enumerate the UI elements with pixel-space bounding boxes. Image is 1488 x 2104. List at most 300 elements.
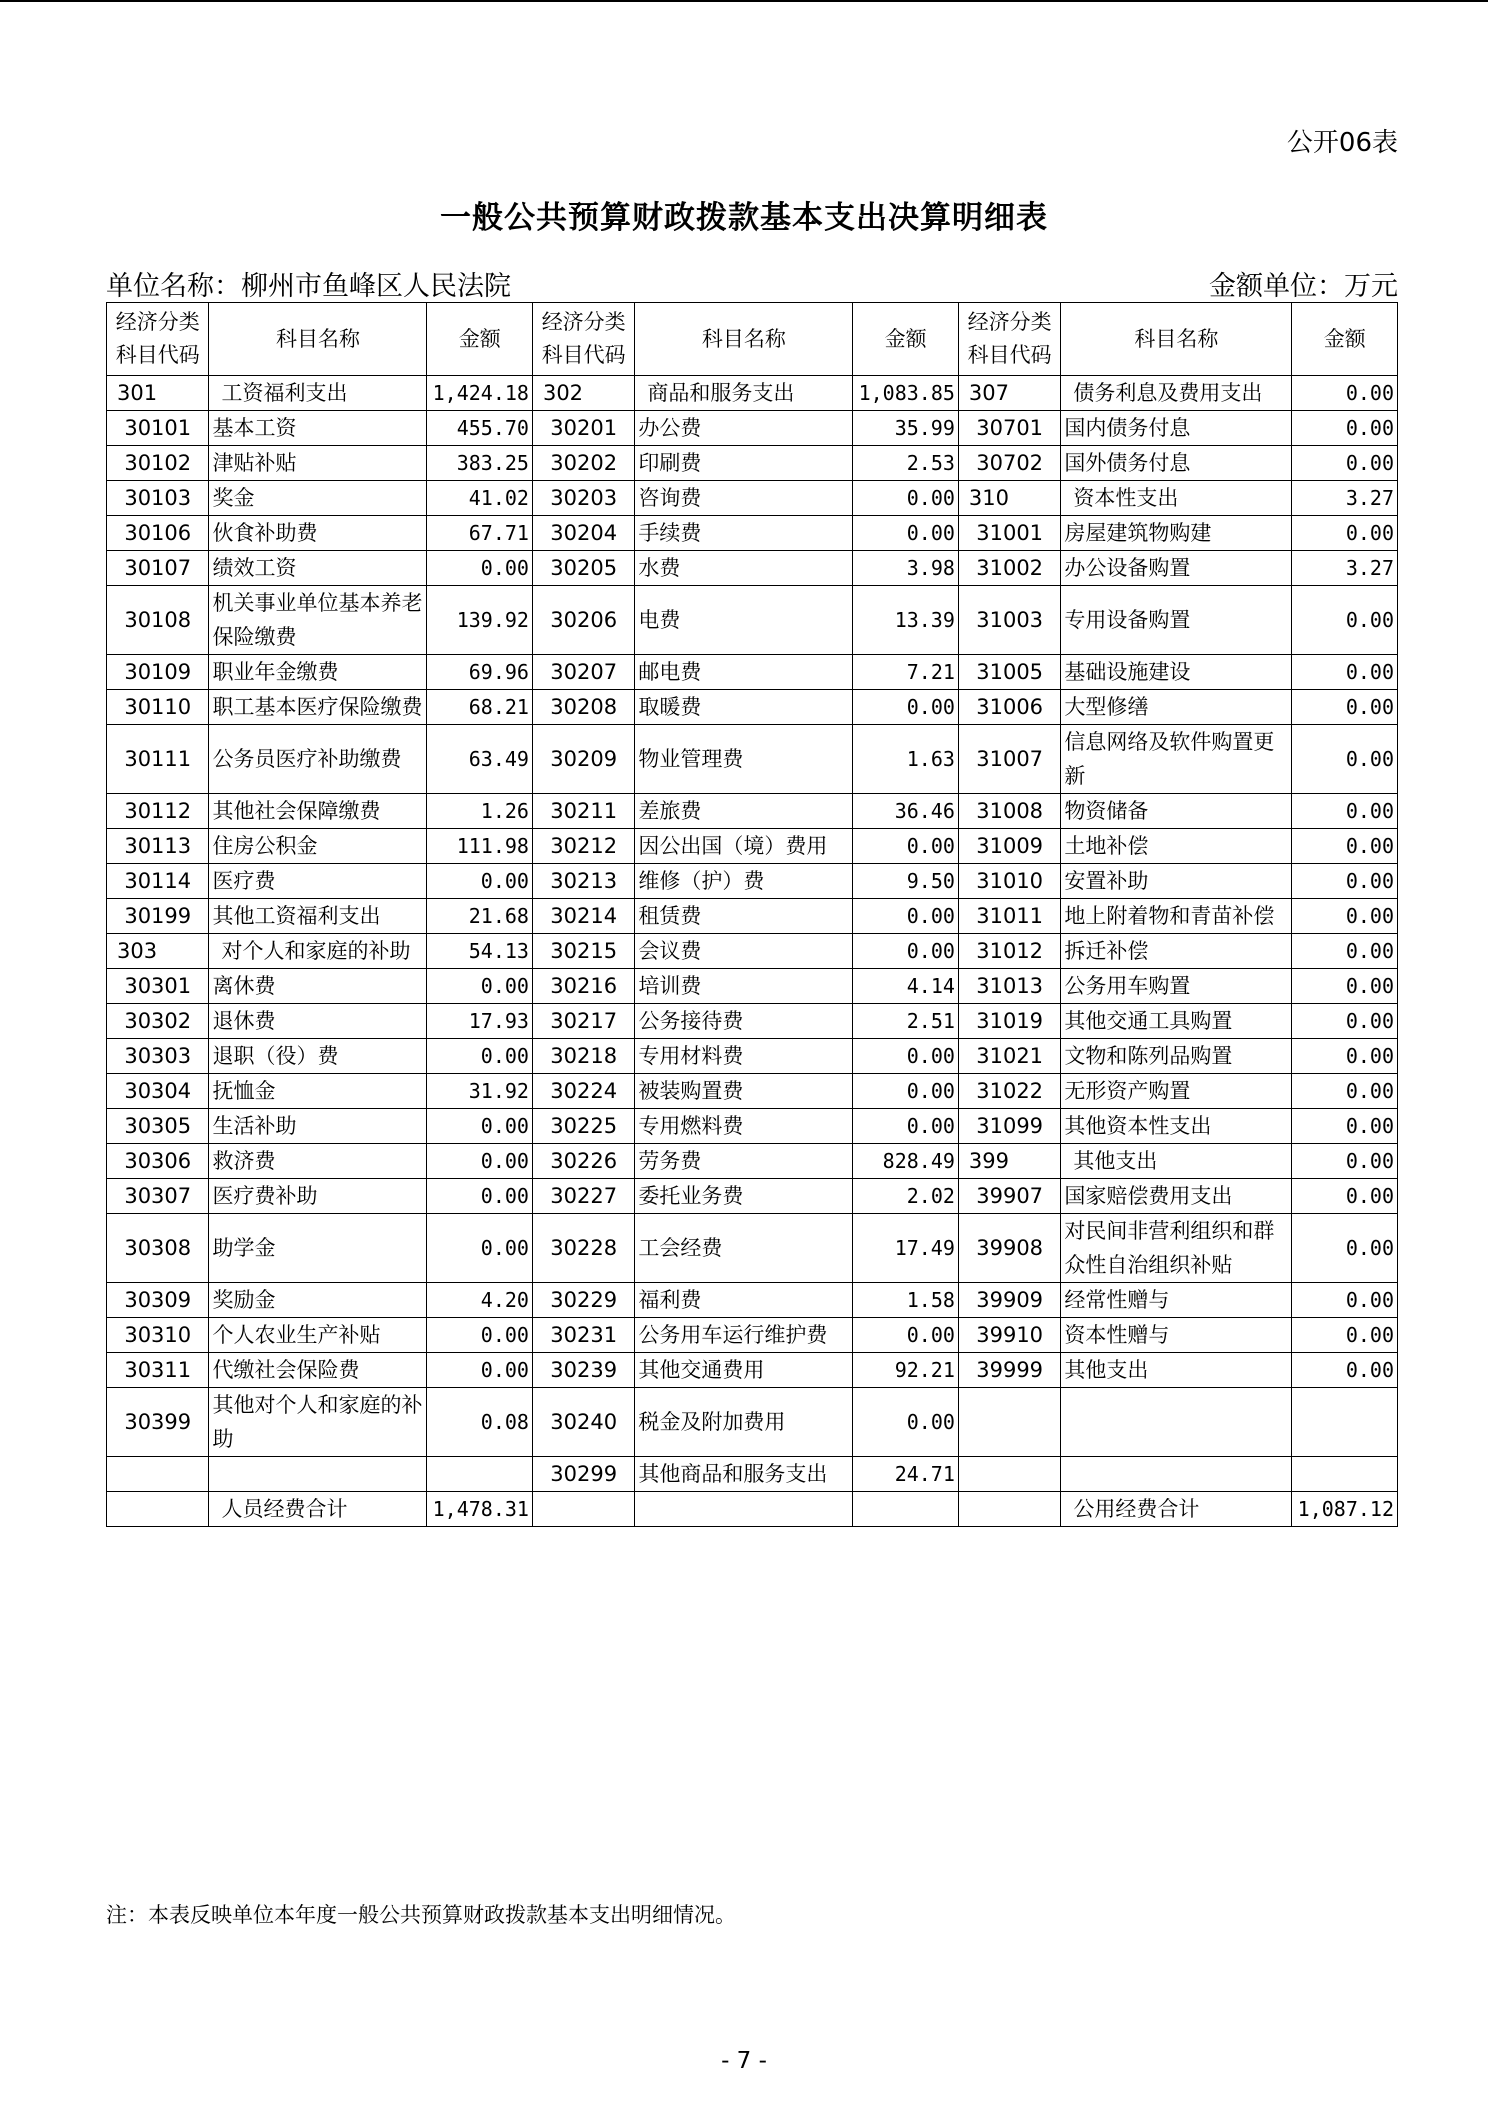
economic-code-cell: 31001	[958, 516, 1060, 551]
amount-cell: 0.00	[853, 1109, 958, 1144]
amount-cell: 0.00	[1292, 829, 1398, 864]
amount-cell: 0.00	[427, 1214, 532, 1283]
amount-cell: 92.21	[853, 1353, 958, 1388]
subject-name-cell: 手续费	[635, 516, 853, 551]
economic-code-cell: 30212	[532, 829, 634, 864]
header-amount: 金额	[853, 303, 958, 376]
subject-name-cell: 国家赔偿费用支出	[1061, 1179, 1292, 1214]
header-amount: 金额	[1292, 303, 1398, 376]
table-row	[107, 794, 1398, 829]
page-number: - 7 -	[721, 2048, 767, 2074]
amount-cell: 35.99	[853, 411, 958, 446]
amount-cell: 0.00	[853, 1318, 958, 1353]
table-row	[107, 376, 1398, 411]
economic-code-cell: 30215	[532, 934, 634, 969]
amount-cell: 0.00	[1292, 1004, 1398, 1039]
amount-cell: 67.71	[427, 516, 532, 551]
economic-code-cell: 30225	[532, 1109, 634, 1144]
subject-name-cell: 国内债务付息	[1061, 411, 1292, 446]
subject-name-cell: 抚恤金	[209, 1074, 427, 1109]
economic-code-cell: 30102	[107, 446, 209, 481]
amount-cell: 0.00	[427, 1353, 532, 1388]
amount-cell: 0.00	[853, 934, 958, 969]
amount-cell: 0.00	[1292, 1109, 1398, 1144]
subject-name-cell: 其他资本性支出	[1061, 1109, 1292, 1144]
amount-cell: 1,424.18	[427, 376, 532, 411]
subject-name-cell: 奖励金	[209, 1283, 427, 1318]
amount-cell: 0.00	[1292, 655, 1398, 690]
table-row	[107, 1109, 1398, 1144]
table-body	[107, 376, 1398, 1492]
economic-code-cell: 31005	[958, 655, 1060, 690]
subject-name-cell: 文物和陈列品购置	[1061, 1039, 1292, 1074]
economic-code-cell: 30203	[532, 481, 634, 516]
subject-name-cell: 福利费	[635, 1283, 853, 1318]
table-row	[107, 411, 1398, 446]
table-row	[107, 1388, 1398, 1457]
amount-cell: 1,083.85	[853, 376, 958, 411]
economic-code-cell: 31011	[958, 899, 1060, 934]
amount-cell: 21.68	[427, 899, 532, 934]
subject-name-cell: 印刷费	[635, 446, 853, 481]
table-row	[107, 551, 1398, 586]
economic-code-cell	[958, 1457, 1060, 1492]
amount-cell: 0.00	[853, 899, 958, 934]
header-code: 经济分类科目代码	[958, 303, 1060, 376]
amount-cell: 0.00	[1292, 725, 1398, 794]
amount-cell: 17.93	[427, 1004, 532, 1039]
amount-cell: 54.13	[427, 934, 532, 969]
subject-name-cell: 公务用车运行维护费	[635, 1318, 853, 1353]
subject-name-cell: 无形资产购置	[1061, 1074, 1292, 1109]
economic-code-cell: 30701	[958, 411, 1060, 446]
economic-code-cell: 30214	[532, 899, 634, 934]
amount-cell: 2.53	[853, 446, 958, 481]
subject-name-cell: 物资储备	[1061, 794, 1292, 829]
economic-code-cell	[107, 1457, 209, 1492]
economic-code-cell: 31012	[958, 934, 1060, 969]
economic-code-cell: 30199	[107, 899, 209, 934]
subject-name-cell: 维修（护）费	[635, 864, 853, 899]
public-total-amount: 1,087.12	[1292, 1492, 1398, 1527]
economic-code-cell: 30111	[107, 725, 209, 794]
amount-cell: 455.70	[427, 411, 532, 446]
empty-cell	[532, 1492, 634, 1527]
amount-cell: 1.58	[853, 1283, 958, 1318]
economic-code-cell: 30240	[532, 1388, 634, 1457]
economic-code-cell: 31019	[958, 1004, 1060, 1039]
subject-name-cell: 办公设备购置	[1061, 551, 1292, 586]
subject-name-cell: 资本性支出	[1061, 481, 1292, 516]
subject-name-cell: 职业年金缴费	[209, 655, 427, 690]
economic-code-cell: 30231	[532, 1318, 634, 1353]
subject-name-cell: 其他对个人和家庭的补助	[209, 1388, 427, 1457]
subject-name-cell: 其他交通工具购置	[1061, 1004, 1292, 1039]
subject-name-cell: 租赁费	[635, 899, 853, 934]
subject-name-cell: 会议费	[635, 934, 853, 969]
amount-cell	[427, 1457, 532, 1492]
money-unit: 金额单位：万元	[1209, 271, 1398, 302]
amount-cell: 69.96	[427, 655, 532, 690]
economic-code-cell: 30114	[107, 864, 209, 899]
table-row	[107, 1457, 1398, 1492]
economic-code-cell: 30311	[107, 1353, 209, 1388]
subject-name-cell	[1061, 1457, 1292, 1492]
subject-name-cell: 对个人和家庭的补助	[209, 934, 427, 969]
amount-cell: 0.08	[427, 1388, 532, 1457]
table-row	[107, 1318, 1398, 1353]
economic-code-cell: 30208	[532, 690, 634, 725]
amount-cell: 0.00	[1292, 1074, 1398, 1109]
header-code: 经济分类科目代码	[532, 303, 634, 376]
economic-code-cell: 39908	[958, 1214, 1060, 1283]
amount-cell: 3.27	[1292, 551, 1398, 586]
subject-name-cell: 信息网络及软件购置更新	[1061, 725, 1292, 794]
economic-code-cell: 30302	[107, 1004, 209, 1039]
amount-cell: 4.20	[427, 1283, 532, 1318]
economic-code-cell: 31007	[958, 725, 1060, 794]
personnel-total-label: 人员经费合计	[209, 1492, 427, 1527]
economic-code-cell: 30216	[532, 969, 634, 1004]
table-row	[107, 446, 1398, 481]
subject-name-cell: 机关事业单位基本养老保险缴费	[209, 586, 427, 655]
subject-name-cell: 物业管理费	[635, 725, 853, 794]
table-row	[107, 1179, 1398, 1214]
economic-code-cell: 30304	[107, 1074, 209, 1109]
form-number: 公开06表	[1286, 128, 1398, 158]
page-title: 一般公共预算财政拨款基本支出决算明细表	[440, 200, 1048, 236]
economic-code-cell: 31021	[958, 1039, 1060, 1074]
subject-name-cell: 土地补偿	[1061, 829, 1292, 864]
economic-code-cell: 30702	[958, 446, 1060, 481]
amount-cell: 0.00	[427, 1109, 532, 1144]
amount-cell: 0.00	[853, 516, 958, 551]
economic-code-cell	[958, 1388, 1060, 1457]
table-row	[107, 934, 1398, 969]
subject-name-cell: 资本性赠与	[1061, 1318, 1292, 1353]
amount-cell: 828.49	[853, 1144, 958, 1179]
economic-code-cell: 30301	[107, 969, 209, 1004]
subject-name-cell: 津贴补贴	[209, 446, 427, 481]
amount-cell: 0.00	[427, 1318, 532, 1353]
amount-cell: 3.98	[853, 551, 958, 586]
amount-cell: 0.00	[853, 1074, 958, 1109]
amount-cell: 3.27	[1292, 481, 1398, 516]
economic-code-cell: 31013	[958, 969, 1060, 1004]
economic-code-cell: 30206	[532, 586, 634, 655]
economic-code-cell: 30204	[532, 516, 634, 551]
subject-name-cell: 取暖费	[635, 690, 853, 725]
subject-name-cell: 其他工资福利支出	[209, 899, 427, 934]
subject-name-cell: 债务利息及费用支出	[1061, 376, 1292, 411]
empty-cell	[107, 1492, 209, 1527]
amount-cell: 0.00	[853, 829, 958, 864]
subject-name-cell: 绩效工资	[209, 551, 427, 586]
economic-code-cell: 31008	[958, 794, 1060, 829]
subject-name-cell	[209, 1457, 427, 1492]
economic-code-cell: 30209	[532, 725, 634, 794]
economic-code-cell: 30110	[107, 690, 209, 725]
amount-cell: 24.71	[853, 1457, 958, 1492]
economic-code-cell: 30218	[532, 1039, 634, 1074]
table-row	[107, 1144, 1398, 1179]
subject-name-cell: 个人农业生产补贴	[209, 1318, 427, 1353]
economic-code-cell: 310	[958, 481, 1060, 516]
subject-name-cell: 职工基本医疗保险缴费	[209, 690, 427, 725]
economic-code-cell: 39907	[958, 1179, 1060, 1214]
subject-name-cell: 离休费	[209, 969, 427, 1004]
header-code: 经济分类科目代码	[107, 303, 209, 376]
unit-name: 单位名称：柳州市鱼峰区人民法院	[106, 271, 511, 302]
amount-cell: 31.92	[427, 1074, 532, 1109]
table-row	[107, 1283, 1398, 1318]
economic-code-cell: 30211	[532, 794, 634, 829]
subject-name-cell: 水费	[635, 551, 853, 586]
table-row	[107, 1074, 1398, 1109]
table-row	[107, 864, 1398, 899]
subject-name-cell: 伙食补助费	[209, 516, 427, 551]
table-row	[107, 690, 1398, 725]
economic-code-cell: 30310	[107, 1318, 209, 1353]
amount-cell	[1292, 1388, 1398, 1457]
subject-name-cell: 因公出国（境）费用	[635, 829, 853, 864]
economic-code-cell: 39909	[958, 1283, 1060, 1318]
amount-cell: 383.25	[427, 446, 532, 481]
subject-name-cell: 基础设施建设	[1061, 655, 1292, 690]
subject-name-cell	[1061, 1388, 1292, 1457]
economic-code-cell: 30224	[532, 1074, 634, 1109]
amount-cell: 0.00	[1292, 1214, 1398, 1283]
table-row	[107, 516, 1398, 551]
subject-name-cell: 培训费	[635, 969, 853, 1004]
amount-cell: 7.21	[853, 655, 958, 690]
amount-cell: 0.00	[1292, 446, 1398, 481]
amount-cell: 0.00	[853, 690, 958, 725]
subject-name-cell: 公务用车购置	[1061, 969, 1292, 1004]
subject-name-cell: 退职（役）费	[209, 1039, 427, 1074]
economic-code-cell: 31006	[958, 690, 1060, 725]
amount-cell: 0.00	[1292, 864, 1398, 899]
amount-cell	[1292, 1457, 1398, 1492]
subject-name-cell: 医疗费	[209, 864, 427, 899]
table-row	[107, 655, 1398, 690]
subject-name-cell: 其他支出	[1061, 1353, 1292, 1388]
economic-code-cell: 30309	[107, 1283, 209, 1318]
amount-cell: 0.00	[1292, 934, 1398, 969]
amount-cell: 0.00	[1292, 969, 1398, 1004]
amount-cell: 0.00	[853, 1039, 958, 1074]
subject-name-cell: 经常性赠与	[1061, 1283, 1292, 1318]
subject-name-cell: 其他支出	[1061, 1144, 1292, 1179]
table-row	[107, 969, 1398, 1004]
economic-code-cell: 31002	[958, 551, 1060, 586]
top-border-line	[0, 0, 1488, 2]
table-row	[107, 1004, 1398, 1039]
amount-cell: 17.49	[853, 1214, 958, 1283]
subject-name-cell: 地上附着物和青苗补偿	[1061, 899, 1292, 934]
economic-code-cell: 30201	[532, 411, 634, 446]
subject-name-cell: 专用设备购置	[1061, 586, 1292, 655]
economic-code-cell: 31009	[958, 829, 1060, 864]
amount-cell: 0.00	[427, 551, 532, 586]
subject-name-cell: 工会经费	[635, 1214, 853, 1283]
empty-cell	[958, 1492, 1060, 1527]
subject-name-cell: 工资福利支出	[209, 376, 427, 411]
table-row	[107, 1353, 1398, 1388]
amount-cell: 0.00	[1292, 376, 1398, 411]
table-row	[107, 829, 1398, 864]
amount-cell: 0.00	[1292, 1353, 1398, 1388]
subject-name-cell: 其他商品和服务支出	[635, 1457, 853, 1492]
economic-code-cell: 31099	[958, 1109, 1060, 1144]
economic-code-cell: 30308	[107, 1214, 209, 1283]
subject-name-cell: 邮电费	[635, 655, 853, 690]
economic-code-cell: 30112	[107, 794, 209, 829]
subject-name-cell: 救济费	[209, 1144, 427, 1179]
economic-code-cell: 39910	[958, 1318, 1060, 1353]
subject-name-cell: 电费	[635, 586, 853, 655]
economic-code-cell: 30239	[532, 1353, 634, 1388]
amount-cell: 9.50	[853, 864, 958, 899]
economic-code-cell: 31003	[958, 586, 1060, 655]
amount-cell: 0.00	[1292, 1318, 1398, 1353]
economic-code-cell: 30307	[107, 1179, 209, 1214]
economic-code-cell: 302	[532, 376, 634, 411]
amount-cell: 68.21	[427, 690, 532, 725]
economic-code-cell: 301	[107, 376, 209, 411]
table-row	[107, 725, 1398, 794]
economic-code-cell: 30108	[107, 586, 209, 655]
economic-code-cell: 30202	[532, 446, 634, 481]
table-row	[107, 586, 1398, 655]
amount-cell: 0.00	[1292, 1039, 1398, 1074]
amount-cell: 2.02	[853, 1179, 958, 1214]
header-amount: 金额	[427, 303, 532, 376]
amount-cell: 0.00	[1292, 586, 1398, 655]
subject-name-cell: 生活补助	[209, 1109, 427, 1144]
amount-cell: 41.02	[427, 481, 532, 516]
economic-code-cell: 30103	[107, 481, 209, 516]
amount-cell: 36.46	[853, 794, 958, 829]
economic-code-cell: 30303	[107, 1039, 209, 1074]
economic-code-cell: 30113	[107, 829, 209, 864]
economic-code-cell: 303	[107, 934, 209, 969]
economic-code-cell: 30205	[532, 551, 634, 586]
amount-cell: 1.63	[853, 725, 958, 794]
subject-name-cell: 劳务费	[635, 1144, 853, 1179]
amount-cell: 0.00	[1292, 1283, 1398, 1318]
amount-cell: 1.26	[427, 794, 532, 829]
amount-cell: 0.00	[1292, 690, 1398, 725]
economic-code-cell: 31010	[958, 864, 1060, 899]
amount-cell: 0.00	[853, 481, 958, 516]
economic-code-cell: 30109	[107, 655, 209, 690]
economic-code-cell: 30213	[532, 864, 634, 899]
subject-name-cell: 对民间非营利组织和群众性自治组织补贴	[1061, 1214, 1292, 1283]
economic-code-cell: 30299	[532, 1457, 634, 1492]
empty-cell	[635, 1492, 853, 1527]
header-name: 科目名称	[1061, 303, 1292, 376]
empty-cell	[853, 1492, 958, 1527]
subject-name-cell: 其他社会保障缴费	[209, 794, 427, 829]
amount-cell: 2.51	[853, 1004, 958, 1039]
economic-code-cell: 31022	[958, 1074, 1060, 1109]
footnote: 注：本表反映单位本年度一般公共预算财政拨款基本支出明细情况。	[106, 1903, 736, 1927]
economic-code-cell: 399	[958, 1144, 1060, 1179]
economic-code-cell: 30101	[107, 411, 209, 446]
amount-cell: 13.39	[853, 586, 958, 655]
personnel-total-amount: 1,478.31	[427, 1492, 532, 1527]
amount-cell: 0.00	[427, 864, 532, 899]
table-row	[107, 1214, 1398, 1283]
subject-name-cell: 专用材料费	[635, 1039, 853, 1074]
economic-code-cell: 30227	[532, 1179, 634, 1214]
subject-name-cell: 安置补助	[1061, 864, 1292, 899]
economic-code-cell: 30229	[532, 1283, 634, 1318]
amount-cell: 0.00	[853, 1388, 958, 1457]
amount-cell: 0.00	[1292, 1179, 1398, 1214]
subject-name-cell: 代缴社会保险费	[209, 1353, 427, 1388]
economic-code-cell: 30226	[532, 1144, 634, 1179]
subject-name-cell: 公务接待费	[635, 1004, 853, 1039]
subject-name-cell: 公务员医疗补助缴费	[209, 725, 427, 794]
amount-cell: 111.98	[427, 829, 532, 864]
subject-name-cell: 国外债务付息	[1061, 446, 1292, 481]
public-total-label: 公用经费合计	[1061, 1492, 1292, 1527]
subject-name-cell: 住房公积金	[209, 829, 427, 864]
subject-name-cell: 被装购置费	[635, 1074, 853, 1109]
amount-cell: 0.00	[1292, 411, 1398, 446]
subject-name-cell: 差旅费	[635, 794, 853, 829]
subject-name-cell: 税金及附加费用	[635, 1388, 853, 1457]
economic-code-cell: 30106	[107, 516, 209, 551]
amount-cell: 0.00	[427, 1144, 532, 1179]
economic-code-cell: 30217	[532, 1004, 634, 1039]
economic-code-cell: 30228	[532, 1214, 634, 1283]
table-header-row	[107, 303, 1398, 376]
table-row	[107, 481, 1398, 516]
amount-cell: 0.00	[427, 1039, 532, 1074]
amount-cell: 0.00	[1292, 899, 1398, 934]
amount-cell: 0.00	[1292, 1144, 1398, 1179]
amount-cell: 63.49	[427, 725, 532, 794]
subject-name-cell: 房屋建筑物购建	[1061, 516, 1292, 551]
expenditure-table	[106, 302, 1398, 1527]
subject-name-cell: 大型修缮	[1061, 690, 1292, 725]
amount-cell: 139.92	[427, 586, 532, 655]
amount-cell: 0.00	[1292, 794, 1398, 829]
economic-code-cell: 30305	[107, 1109, 209, 1144]
amount-cell: 4.14	[853, 969, 958, 1004]
table-row	[107, 1039, 1398, 1074]
subject-name-cell: 其他交通费用	[635, 1353, 853, 1388]
subject-name-cell: 专用燃料费	[635, 1109, 853, 1144]
totals-row	[107, 1492, 1398, 1527]
economic-code-cell: 39999	[958, 1353, 1060, 1388]
subject-name-cell: 退休费	[209, 1004, 427, 1039]
economic-code-cell: 307	[958, 376, 1060, 411]
subject-name-cell: 办公费	[635, 411, 853, 446]
economic-code-cell: 30399	[107, 1388, 209, 1457]
amount-cell: 0.00	[427, 969, 532, 1004]
subject-name-cell: 商品和服务支出	[635, 376, 853, 411]
header-name: 科目名称	[635, 303, 853, 376]
subject-name-cell: 奖金	[209, 481, 427, 516]
subject-name-cell: 基本工资	[209, 411, 427, 446]
amount-cell: 0.00	[1292, 516, 1398, 551]
subject-name-cell: 医疗费补助	[209, 1179, 427, 1214]
economic-code-cell: 30207	[532, 655, 634, 690]
